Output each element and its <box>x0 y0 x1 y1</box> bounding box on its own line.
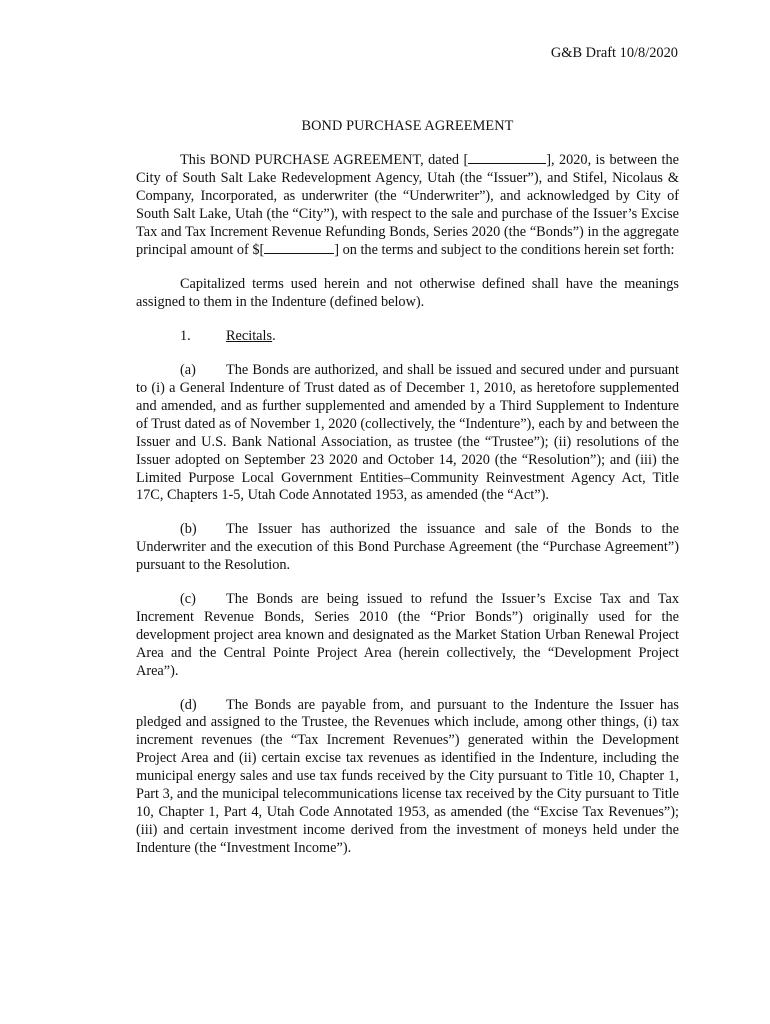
document-body <box>136 118 679 874</box>
intro-text-1: This BOND PURCHASE AGREEMENT, dated [ <box>180 151 469 168</box>
recital-paragraph-a <box>136 362 679 505</box>
intro-paragraph <box>136 151 679 260</box>
recital-text: The Bonds are being issued to refund the Issuer’s Excise Tax and Tax Increment Revenue Bonds, Series 2010 (the “Prior Bonds”) originally used for the development project area known and designated as the Market Station Urban Renewal Project Area and the Central Pointe Project Area (herein collectively, the “Development Project Area”). <box>136 591 679 679</box>
recital-paragraph-c <box>136 591 679 681</box>
recital-label: (c) <box>180 591 196 608</box>
amount-blank <box>264 241 334 254</box>
recital-paragraph-b <box>136 521 679 575</box>
recital-text: The Bonds are payable from, and pursuant to the Indenture the Issuer has pledged and assigned to the Trustee, the Revenues which include, among other things, (i) tax increment revenues (the “Tax Increment Revenues”) generated within the Development Project Area and (ii) certain excise tax revenues as identified in the Indenture, including the municipal energy sales and use tax funds received by the City pursuant to Title 10, Chapter 1, Part 3, and the municipal telecommunications license tax received by the City pursuant to Title 10, Chapter 1, Part 4, Utah Code Annotated 1953, as amended (the “Excise Tax Revenues”); (iii) and certain investment income derived from the investment of moneys held under the Indenture (the “Investment Income”). <box>136 696 679 856</box>
document-title: BOND PURCHASE AGREEMENT <box>301 118 514 134</box>
recital-text: The Issuer has authorized the issuance and sale of the Bonds to the Underwriter and the execution of this Bond Purchase Agreement (the “Purchase Agreement”) pursuant to the Resolution. <box>136 521 679 574</box>
recital-label: (a) <box>180 362 196 379</box>
section-heading-recitals <box>136 328 679 346</box>
date-blank <box>468 151 546 164</box>
recital-paragraph-d <box>136 697 679 858</box>
definitions-paragraph: Capitalized terms used herein and not otherwise defined shall have the meanings assigned to them in the Indenture (defined below). <box>136 276 679 311</box>
section-number: 1. <box>180 328 191 345</box>
intro-text-2: ], 2020, is between the City of South Salt Lake Redevelopment Agency, Utah (the “Issuer”), and Stifel, Nicolaus & Company, Incorporated, as underwriter (the “Underwriter”), and acknowledged by City of South Salt Lake, Utah (the “City”), with respect to the sale and purchase of the Issuer’s Excise Tax and Tax Increment Revenue Refunding Bonds, Series 2020 (the “Bonds”) in the aggregate principal amount of $[ <box>136 151 679 259</box>
recital-label: (d) <box>180 696 197 713</box>
section-title-period: . <box>272 328 276 345</box>
section-title: Recitals <box>226 328 273 345</box>
recital-label: (b) <box>180 521 197 538</box>
intro-text-3: ] on the terms and subject to the conditions herein set forth: <box>334 242 675 259</box>
draft-stamp: G&B Draft 10/8/2020 <box>550 45 678 61</box>
recital-text: The Bonds are authorized, and shall be issued and secured under and pursuant to (i) a General Indenture of Trust dated as of December 1, 2010, as heretofore supplemented and amended, and as further supplemented and amended by a Third Supplement to Indenture of Trust dated as of November 1, 2020 (collectively, the “Indenture”), each by and between the Issuer and U.S. Bank National Association, as trustee (the “Trustee”); (ii) resolutions of the Issuer adopted on September 23 2020 and October 14, 2020 (the “Resolution”); and (iii) the Limited Purpose Local Government Entities–Community Reinvestment Agency Act, Title 17C, Chapters 1-5, Utah Code Annotated 1953, as amended (the “Act”). <box>136 362 679 504</box>
